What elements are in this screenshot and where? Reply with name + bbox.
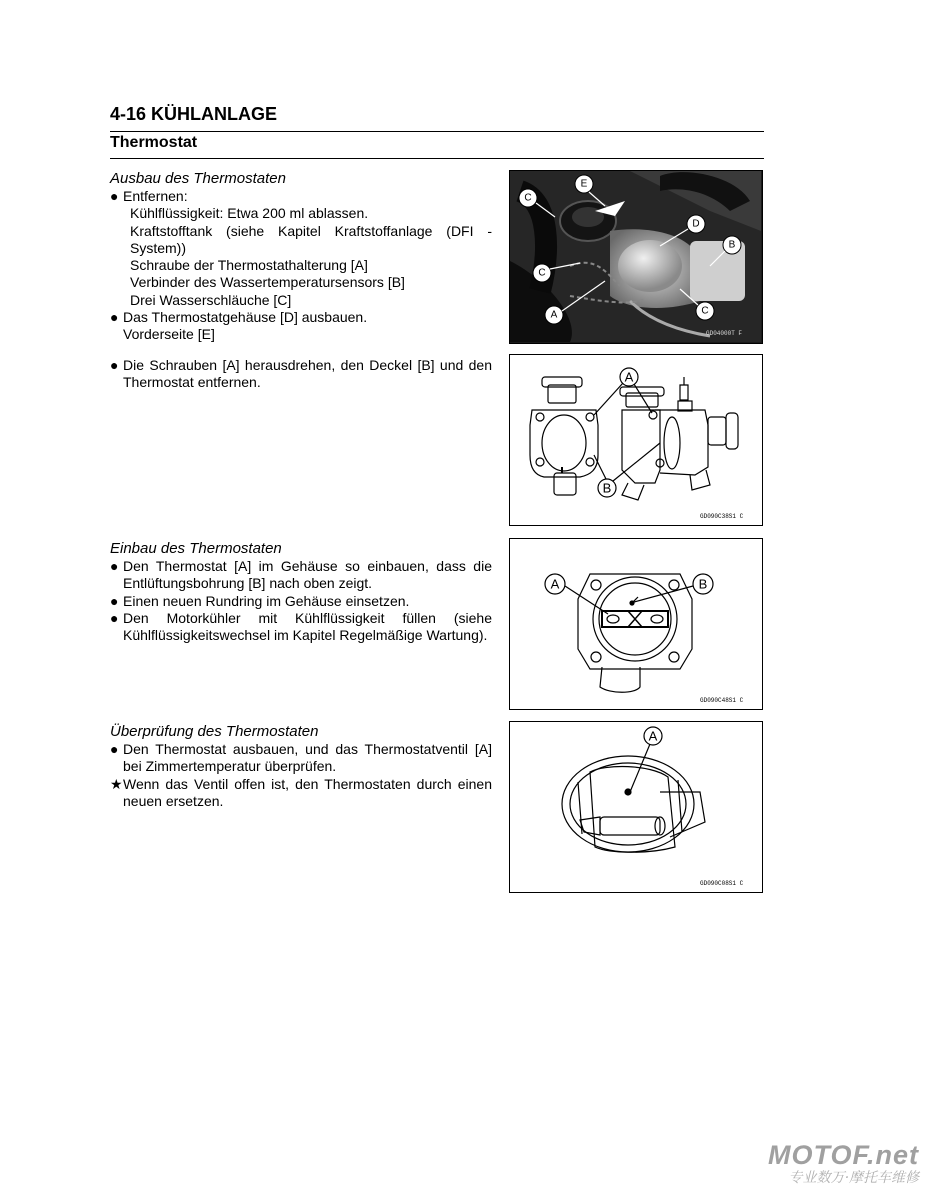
removal-step-1: ● Entfernen: [110, 188, 188, 204]
callout-label: A [648, 728, 658, 744]
inspect-note: ★ Wenn das Ventil offen ist, den Thermostaten durch einen neuen ersetzen. [110, 775, 492, 809]
callout-label: D [692, 218, 700, 230]
removal-block [110, 170, 492, 344]
removal-step-3-block [110, 357, 492, 392]
figure-code: GD090C08S1 C [700, 880, 744, 887]
header-rule [110, 131, 764, 132]
inspect-block [110, 723, 492, 810]
figure-drawing-thermostat-valve [509, 721, 763, 893]
callout-label: C [538, 267, 546, 279]
watermark-brand: MOTOF.net [767, 1140, 919, 1170]
install-step: ● Den Motorkühler mit Kühlflüssigkeit füllen (siehe Kühlflüssigkeitswechsel im Kapitel Regelmäßige Wartung). [110, 609, 492, 644]
callout-label: B [698, 576, 708, 592]
figure-drawing-housing-cover [509, 354, 763, 526]
bullet-marker: ● [110, 309, 119, 326]
removal-step-2: ● Das Thermostatgehäuse [D] ausbauen. [110, 309, 368, 326]
callout-label: A [550, 309, 558, 321]
removal-item: Kühlflüssigkeit: Etwa 200 ml ablassen. [130, 205, 369, 222]
figure-drawing-thermostat-installed [509, 538, 763, 710]
bullet-marker: ● [110, 741, 119, 757]
bullet-marker: ● [110, 558, 119, 574]
install-step: ● Den Thermostat [A] im Gehäuse so einbauen, dass die Entlüftungsbohrung [B] nach oben zeigt. [110, 558, 492, 592]
section-title: Thermostat [110, 134, 198, 151]
figure-code: GD090C38S1 C [700, 513, 744, 520]
removal-step-3: ● Die Schrauben [A] herausdrehen, den Deckel [B] und den Thermostat entfernen. [110, 357, 492, 391]
figure-code: GD090C48S1 C [700, 697, 744, 704]
bullet-marker: ● [110, 357, 119, 373]
removal-item: Drei Wasserschläuche [C] [130, 291, 292, 308]
bullet-marker: ● [110, 609, 119, 626]
removal-step-2-note: Vorderseite [E] [123, 326, 215, 343]
inspect-heading: Überprüfung des Thermostaten [110, 723, 319, 740]
inspect-step: ● Den Thermostat ausbauen, und das Thermostatventil [A] bei Zimmertemperatur überprüfen. [110, 741, 492, 775]
callout-label: C [524, 192, 532, 204]
install-step: ● Einen neuen Rundring im Gehäuse einsetzen. [110, 592, 410, 609]
bullet-marker: ● [110, 188, 119, 204]
removal-item: Schraube der Thermostathalterung [A] [130, 257, 368, 274]
figure-photo-thermostat-housing [509, 170, 763, 344]
chapter-title: 4-16 KÜHLANLAGE [110, 104, 278, 124]
callout-label: A [624, 369, 634, 385]
figure-code: GD04000T F [706, 330, 743, 337]
callout-label: C [701, 305, 709, 317]
callout-label: A [550, 576, 560, 592]
callout-label: B [728, 239, 736, 251]
removal-item: Kraftstofftank (siehe Kapitel Kraftstoffanlage (DFI -System)) [130, 222, 492, 256]
watermark-logo [768, 1140, 919, 1187]
install-block [110, 540, 492, 644]
bullet-marker: ● [110, 592, 119, 609]
watermark-tagline: 专业数万·摩托车维修 [788, 1170, 919, 1186]
install-heading: Einbau des Thermostaten [110, 540, 282, 557]
section-rule [110, 158, 764, 159]
callout-label: B [602, 480, 612, 496]
removal-heading: Ausbau des Thermostaten [110, 170, 286, 187]
removal-item: Verbinder des Wassertemperatursensors [B] [130, 274, 405, 291]
callout-label: E [580, 178, 588, 190]
star-marker: ★ [110, 775, 123, 792]
